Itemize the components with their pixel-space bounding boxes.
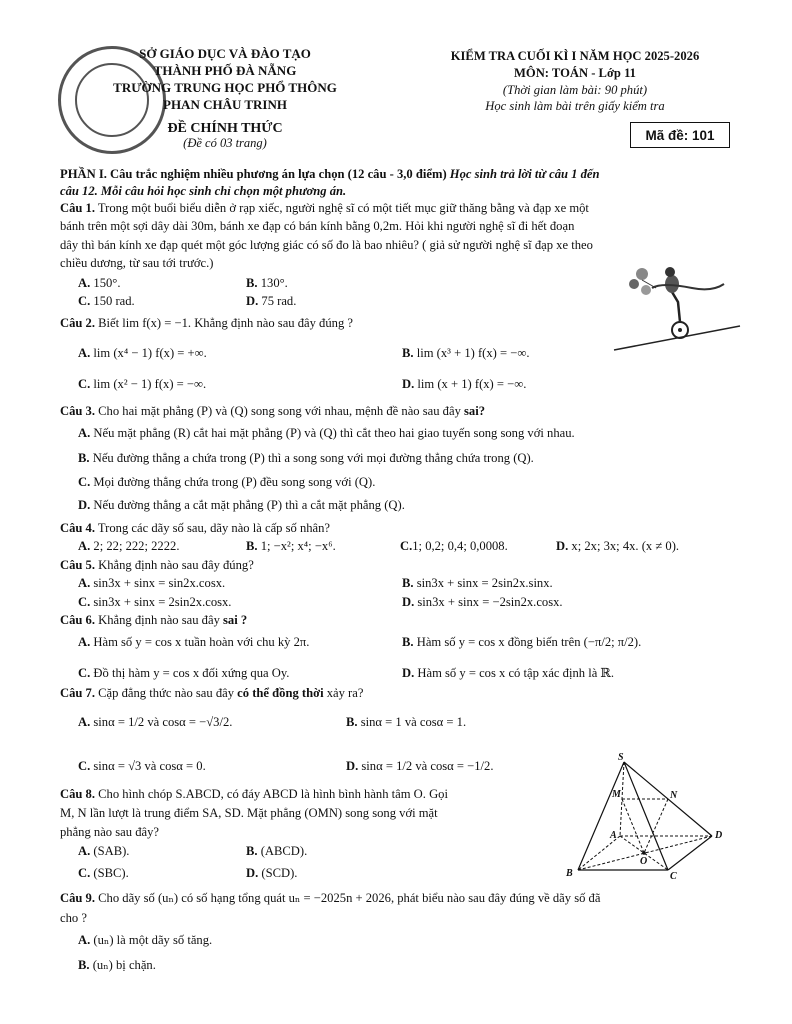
q9-option-a: A. (uₙ) là một dãy số tăng. (78, 933, 213, 947)
q8-option-a: A. (SAB). (78, 844, 130, 858)
exam-title: KIỂM TRA CUỐI KÌ I NĂM HỌC 2025-2026 (450, 49, 700, 63)
q2-option-c: C. lim (x² − 1) f(x) = −∞. (78, 377, 207, 391)
q4-option-a: A. 2; 22; 222; 2222. (78, 539, 180, 553)
q9-option-b: B. (uₙ) bị chặn. (78, 958, 156, 972)
figure-label-m: M (612, 789, 621, 800)
circus-cyclist-illustration (612, 262, 742, 354)
header-dept: SỞ GIÁO DỤC VÀ ĐÀO TẠO (139, 46, 311, 61)
q1-option-c: C. 150 rad. (78, 294, 135, 308)
q1-option-a: A. 150°. (78, 276, 121, 290)
q3-option-c: C. Mọi đường thẳng chứa trong (P) đều song song với (Q). (78, 475, 376, 489)
figure-label-c: C (670, 871, 677, 882)
q3-line: Câu 3. Cho hai mặt phẳng (P) và (Q) song song với nhau, mệnh đề nào sau đây sai? (60, 404, 486, 418)
q5-option-b: B. sin3x + sinx = 2sin2x.sinx. (402, 576, 553, 590)
q8-option-b: B. (ABCD). (246, 844, 308, 858)
part1-instr-1: Học sinh trả lời từ câu 1 đến (446, 167, 600, 181)
part1-heading (60, 166, 740, 182)
figure-label-n: N (670, 790, 678, 801)
part1-title: PHẦN I. Câu trắc nghiệm nhiều phương án lựa chọn (12 câu - 3,0 điểm) (60, 167, 447, 181)
q6-line: Câu 6. Khẳng định nào sau đây sai ? (60, 613, 248, 627)
q5-line: Câu 5. Khẳng định nào sau đây đúng? (60, 558, 254, 572)
q4-option-d: D. x; 2x; 3x; 4x. (x ≠ 0). (556, 539, 680, 553)
figure-label-b: B (566, 868, 573, 879)
q8-option-c: C. (SBC). (78, 866, 129, 880)
q2-option-d: D. lim (x + 1) f(x) = −∞. (402, 377, 527, 391)
header-official: ĐỀ CHÍNH THỨC (167, 121, 283, 136)
pyramid-figure (560, 752, 730, 882)
exam-note: Học sinh làm bài trên giấy kiểm tra (485, 99, 665, 113)
q6-option-a: A. Hàm số y = cos x tuần hoàn với chu kỳ 2π. (78, 635, 310, 649)
q4-option-c: C.1; 0,2; 0,4; 0,0008. (400, 539, 508, 553)
figure-label-o: O (640, 856, 648, 867)
q8-line-3: phẳng nào sau đây? (60, 825, 159, 839)
part1-instr-2: câu 12. Mỗi câu hỏi học sinh chỉ chọn một phương án. (60, 184, 347, 198)
q7-option-d: D. sinα = 1/2 và cosα = −1/2. (346, 759, 494, 773)
figure-label-s: S (618, 752, 624, 763)
q1-line-2: bánh trên một sợi dây dài 30m, bánh xe đạp có bán kính bằng 0,2m. Hỏi khi người nghệ sĩ đi hết đoạn (60, 219, 575, 233)
q8-option-d: D. (SCD). (246, 866, 298, 880)
exam-subject: MÔN: TOÁN - Lớp 11 (514, 66, 636, 80)
q9-line-2: cho ? (60, 911, 87, 925)
q3-option-a: A. Nếu mặt phẳng (R) cắt hai mặt phẳng (P) và (Q) thì cắt theo hai giao tuyến song song với nhau. (78, 426, 575, 440)
q6-option-d: D. Hàm số y = cos x có tập xác định là ℝ. (402, 666, 615, 680)
q2-option-b: B. lim (x³ + 1) f(x) = −∞. (402, 346, 530, 360)
q7-option-a: A. sinα = 1/2 và cosα = −√3/2. (78, 715, 233, 729)
q2-line: Câu 2. Biết lim f(x) = −1. Khẳng định nào sau đây đúng ? (60, 316, 353, 330)
q5-option-d: D. sin3x + sinx = −2sin2x.cosx. (402, 595, 563, 609)
exam-code: Mã đề: 101 (630, 122, 730, 148)
q1-line-4: chiều dương, từ sau tới trước.) (60, 256, 214, 270)
q1-text-1: Trong một buổi biểu diễn ở rạp xiếc, người nghệ sĩ có một tiết mục giữ thăng bằng và đạp xe một (95, 201, 589, 215)
q1-option-b: B. 130°. (246, 276, 288, 290)
q1-option-d: D. 75 rad. (246, 294, 297, 308)
q6-option-b: B. Hàm số y = cos x đồng biến trên (−π/2; π/2). (402, 635, 642, 649)
exam-time: (Thời gian làm bài: 90 phút) (502, 83, 648, 97)
q6-option-c: C. Đồ thị hàm y = cos x đối xứng qua Oy. (78, 666, 290, 680)
q3-option-b: B. Nếu đường thẳng a chứa trong (P) thì a song song với mọi đường thẳng chứa trong (Q). (78, 451, 534, 465)
q3-option-d: D. Nếu đường thẳng a cắt mặt phẳng (P) thì a cắt mặt phẳng (Q). (78, 498, 405, 512)
q8-line-1: Câu 8. Cho hình chóp S.ABCD, có đáy ABCD là hình bình hành tâm O. Gọi (60, 787, 448, 801)
q5-option-c: C. sin3x + sinx = 2sin2x.cosx. (78, 595, 232, 609)
header-pages: (Đề có 03 trang) (183, 136, 267, 150)
q9-line-1: Câu 9. Cho dãy số (uₙ) có số hạng tổng quát uₙ = −2025n + 2026, phát biểu nào sau đây đúng về dãy số đã (60, 891, 601, 905)
q1-line-3: dây thì bán kính xe đạp quét một góc lượng giác có số đo là bao nhiêu? ( giả sử người nghệ sĩ đạp xe theo (60, 238, 593, 252)
q1-label: Câu 1. (60, 201, 95, 215)
q7-line: Câu 7. Cặp đẳng thức nào sau đây có thể đồng thời xảy ra? (60, 686, 364, 700)
figure-label-a: A (610, 830, 617, 841)
q4-option-b: B. 1; −x²; x⁴; −x⁶. (246, 539, 336, 553)
q8-line-2: M, N lần lượt là trung điểm SA, SD. Mặt phẳng (OMN) song song với mặt (60, 806, 438, 820)
q7-option-c: C. sinα = √3 và cosα = 0. (78, 759, 206, 773)
header-city: THÀNH PHỐ ĐÀ NẴNG (153, 63, 297, 78)
q4-line: Câu 4. Trong các dãy số sau, dãy nào là cấp số nhân? (60, 521, 331, 535)
header-school-2: PHAN CHÂU TRINH (163, 97, 287, 112)
q5-option-a: A. sin3x + sinx = sin2x.cosx. (78, 576, 226, 590)
header-school-1: TRƯỜNG TRUNG HỌC PHỔ THÔNG (113, 80, 337, 95)
figure-label-d: D (715, 830, 723, 841)
q2-option-a: A. lim (x⁴ − 1) f(x) = +∞. (78, 346, 207, 360)
q7-option-b: B. sinα = 1 và cosα = 1. (346, 715, 467, 729)
q1-line-1 (60, 200, 740, 216)
